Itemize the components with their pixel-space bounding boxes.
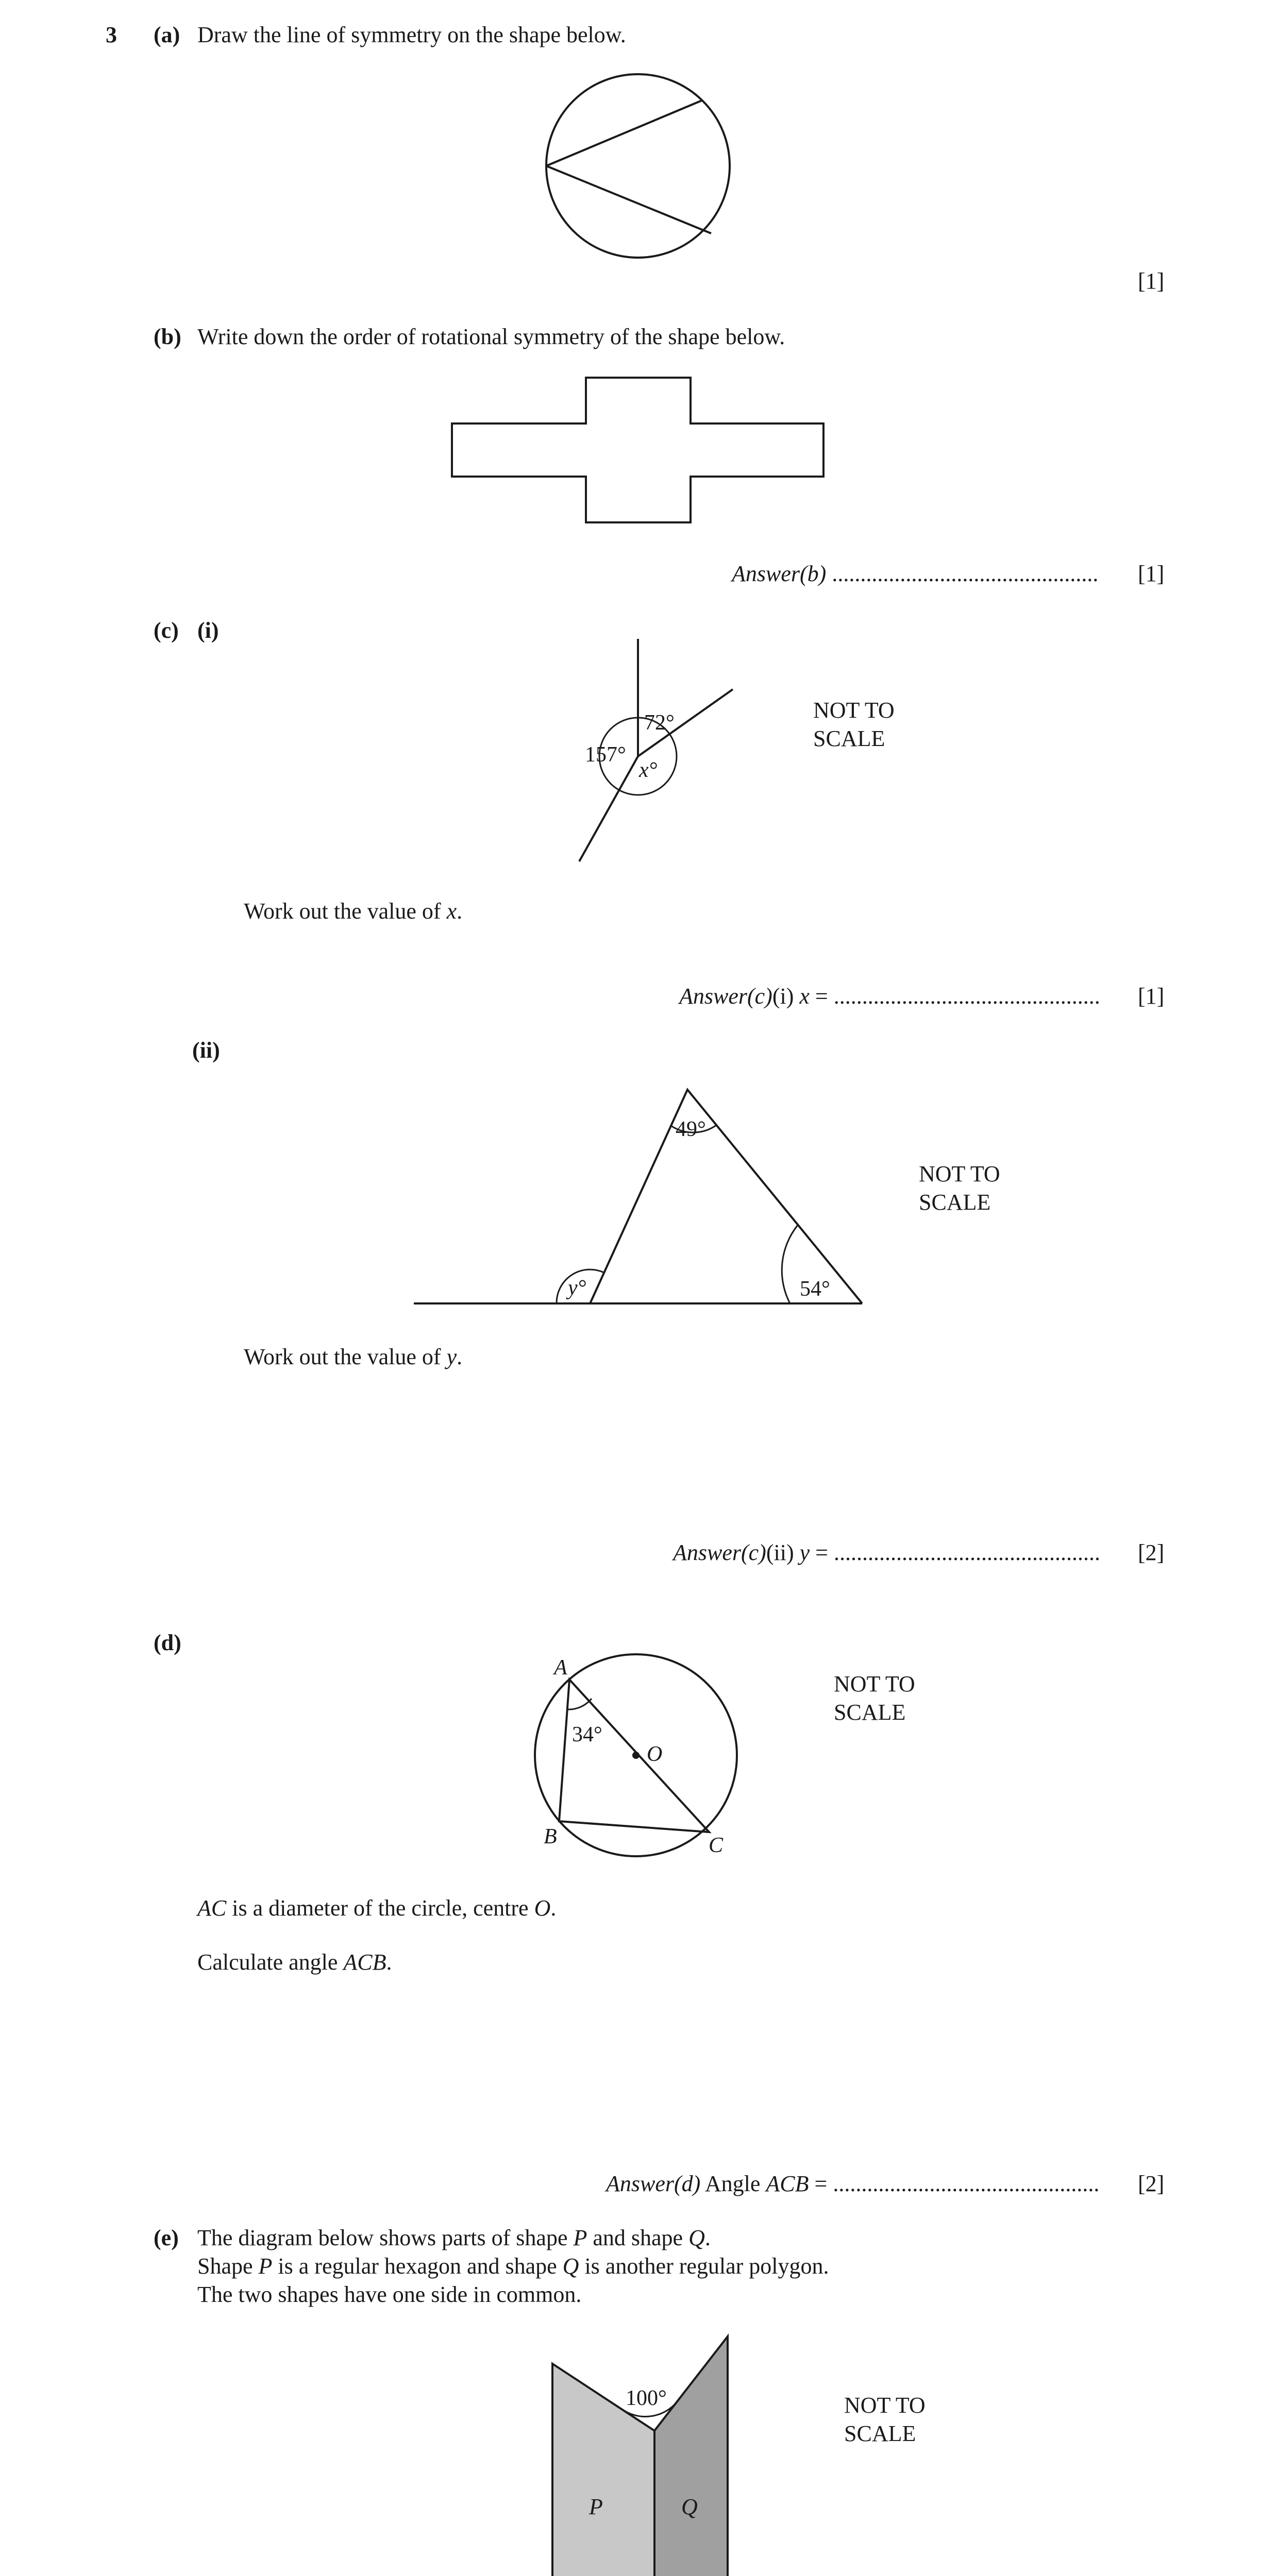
answer-label: Answer(d) xyxy=(606,2171,701,2196)
polygons-diagram xyxy=(552,2336,728,2576)
part-a-marks: [1] xyxy=(1138,268,1165,294)
answer-b-label: Answer(b) xyxy=(732,561,827,586)
text: is a diameter of the circle, centre xyxy=(226,1895,534,1921)
answer-var: y xyxy=(799,1540,810,1565)
part-b-label: (b) xyxy=(154,324,181,349)
var-q: Q xyxy=(562,2253,579,2279)
part-c-i-instruction xyxy=(244,898,462,925)
angle-157-label: 157° xyxy=(585,743,626,767)
not-to-scale-ci-1: NOT TO xyxy=(813,698,895,723)
not-to-scale-d-1: NOT TO xyxy=(834,1671,915,1697)
angle-72-label: 72° xyxy=(644,711,675,735)
part-b-instruction: Write down the order of rotational symmetry of the shape below. xyxy=(197,324,785,349)
not-to-scale-e-1: NOT TO xyxy=(844,2393,926,2418)
part-c-ii-instruction xyxy=(244,1344,462,1371)
var-q: Q xyxy=(688,2225,705,2250)
angle-34-label: 34° xyxy=(572,1723,602,1747)
point-b-label: B xyxy=(544,1825,557,1849)
answer-part: (i) xyxy=(772,984,800,1009)
part-c-label: (c) xyxy=(154,618,179,643)
angle-top-100-label: 100° xyxy=(626,2386,667,2410)
text-end: . xyxy=(457,1344,463,1369)
var-p: P xyxy=(258,2253,273,2279)
part-d-instruction xyxy=(197,1949,392,1976)
point-o-label: O xyxy=(647,1742,663,1766)
text-end: . xyxy=(704,2225,711,2250)
text-end: . xyxy=(386,1950,392,1975)
answer-eq: = xyxy=(809,2171,833,2196)
var-o: O xyxy=(534,1895,551,1921)
not-to-scale-cii-1: NOT TO xyxy=(919,1161,1000,1187)
chord-lower xyxy=(546,166,711,233)
variable: y xyxy=(446,1344,457,1369)
answer-c-i-line xyxy=(679,983,1100,1010)
not-to-scale-d-2: SCALE xyxy=(834,1700,906,1725)
part-c-ii-label: (ii) xyxy=(192,1038,220,1063)
symmetry-circle-diagram xyxy=(546,74,730,258)
answer-var: x xyxy=(799,984,810,1009)
part-c-i-marks: [1] xyxy=(1138,984,1165,1009)
triangle-diagram xyxy=(414,1090,862,1303)
text: Calculate angle xyxy=(197,1950,344,1975)
part-e-line2 xyxy=(197,2253,829,2280)
answer-c-ii-dots[interactable]: ............................................... xyxy=(833,1540,1100,1565)
text-end: . xyxy=(550,1895,557,1921)
answer-text: Angle xyxy=(700,2171,766,2196)
part-a-instruction: Draw the line of symmetry on the shape below. xyxy=(197,22,626,47)
part-c-ii-marks: [2] xyxy=(1138,1540,1165,1565)
question-number: 3 xyxy=(106,22,117,47)
text-mid: is a regular hexagon and shape xyxy=(272,2253,563,2279)
answer-part: (ii) xyxy=(766,1540,800,1565)
answer-d-line xyxy=(606,2171,1099,2198)
part-d-label: (d) xyxy=(154,1630,181,1655)
answer-b-dots[interactable]: ............................................... xyxy=(832,561,1099,586)
point-c-label: C xyxy=(709,1834,724,1857)
text: Work out the value of xyxy=(244,1344,447,1369)
shape-p-label: P xyxy=(589,2494,603,2519)
shape-q xyxy=(654,2336,728,2576)
not-to-scale-e-2: SCALE xyxy=(844,2421,916,2446)
answer-label: Answer(c) xyxy=(673,1540,766,1565)
text-end: . xyxy=(457,899,463,924)
chord-upper xyxy=(546,100,702,166)
text-end: is another regular polygon. xyxy=(579,2253,829,2279)
var-acb: ACB xyxy=(343,1950,386,1975)
not-to-scale-cii-2: SCALE xyxy=(919,1190,991,1215)
angle-49-label: 49° xyxy=(676,1117,706,1141)
ray-lower-left xyxy=(579,756,638,861)
part-d-marks: [2] xyxy=(1138,2171,1165,2196)
text: Shape xyxy=(197,2253,259,2279)
point-a-label: A xyxy=(554,1656,567,1680)
var-ac: AC xyxy=(197,1895,227,1921)
arc-54 xyxy=(782,1225,798,1303)
text-mid: and shape xyxy=(587,2225,689,2250)
var-p: P xyxy=(573,2225,587,2250)
triangle-sides xyxy=(590,1090,862,1303)
answer-eq: = xyxy=(810,1540,834,1565)
angle-54-label: 54° xyxy=(800,1277,830,1301)
part-d-statement xyxy=(197,1895,556,1922)
part-a-label: (a) xyxy=(154,22,180,47)
answer-d-dots[interactable]: ............................................... xyxy=(833,2171,1100,2196)
answer-c-ii-line xyxy=(673,1539,1100,1567)
answer-c-i-dots[interactable]: ............................................... xyxy=(833,984,1100,1009)
part-c-i-label: (i) xyxy=(197,618,219,643)
angle-y-label: y° xyxy=(568,1276,586,1300)
part-e-line1 xyxy=(197,2225,711,2252)
text: The diagram below shows parts of shape xyxy=(197,2225,574,2250)
answer-label: Answer(c) xyxy=(679,984,772,1009)
answer-var: ACB xyxy=(766,2171,809,2196)
shape-q-label: Q xyxy=(681,2494,698,2519)
answer-eq: = xyxy=(809,984,834,1009)
part-e-line3: The two shapes have one side in common. xyxy=(197,2282,582,2307)
part-b-marks: [1] xyxy=(1138,561,1165,586)
text: Work out the value of xyxy=(244,899,447,924)
cross-shape xyxy=(452,378,823,522)
not-to-scale-ci-2: SCALE xyxy=(813,726,885,751)
answer-b-line xyxy=(732,561,1098,588)
part-e-label: (e) xyxy=(154,2225,179,2250)
angle-x-label: x° xyxy=(639,758,658,782)
centre-point xyxy=(632,1752,640,1759)
variable: x xyxy=(446,899,457,924)
